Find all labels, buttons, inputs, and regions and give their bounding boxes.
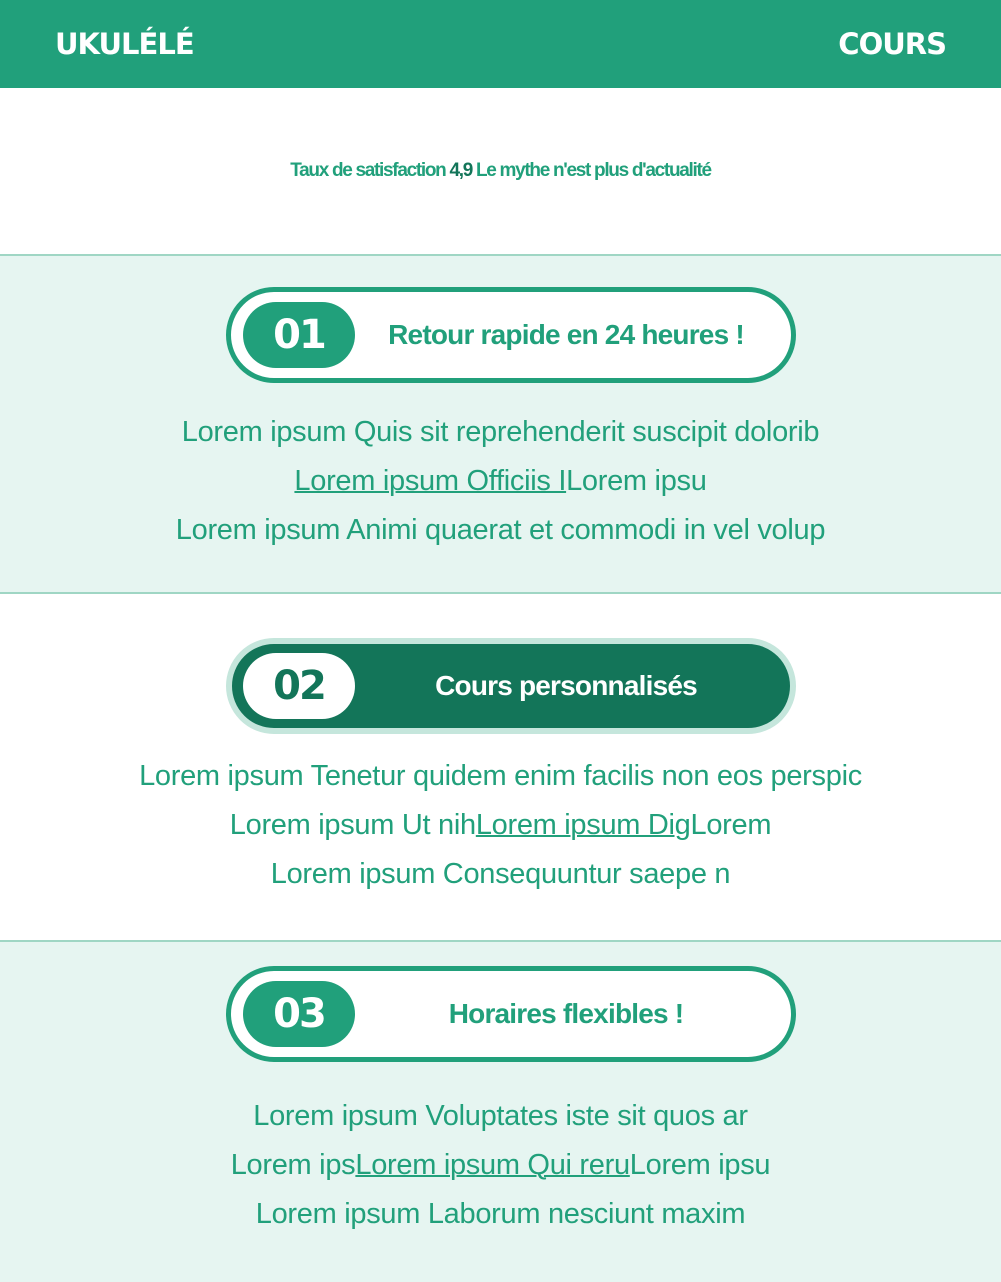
tagline-text: Le mythe n'est plus d'actualité <box>471 160 711 181</box>
text-segment: Lorem ipsu <box>566 465 707 497</box>
text-line: Lorem ipsum Tenetur quidem enim facilis non eos perspic <box>139 760 862 792</box>
feature-pill <box>226 966 796 1062</box>
feature-pill <box>226 638 796 734</box>
feature-number: 03 <box>243 981 355 1047</box>
tagline <box>290 160 711 182</box>
nav-cours[interactable]: COURS <box>838 27 946 61</box>
text-line <box>0 457 1001 506</box>
intro-section <box>0 88 1001 256</box>
brand-logo[interactable]: UKULÉLÉ <box>55 27 194 61</box>
feature-number: 01 <box>243 302 355 368</box>
text-line: Lorem ipsum Quis sit reprehenderit suscipit dolorib <box>181 416 820 448</box>
feature-title: Horaires flexibles ! <box>448 998 684 1029</box>
feature-section-3 <box>0 942 1001 1282</box>
text-segment: Lorem ipsu <box>629 1149 771 1181</box>
feature-text <box>0 752 1001 899</box>
feature-pill <box>226 287 796 383</box>
text-line <box>0 801 1001 850</box>
text-link[interactable]: Lorem ipsum Qui reru <box>355 1149 630 1181</box>
text-link[interactable]: Lorem ipsum Officiis I <box>294 465 567 497</box>
feature-title: Retour rapide en 24 heures ! <box>388 319 744 350</box>
text-segment: Lorem <box>690 809 772 841</box>
text-segment: Lorem ipsum Ut nih <box>229 809 476 841</box>
feature-text <box>0 1092 1001 1239</box>
feature-title: Cours personnalisés <box>435 670 697 701</box>
feature-text <box>0 408 1001 555</box>
rating-value: 4,9 <box>449 160 472 181</box>
tagline-text: Taux de satisfaction <box>290 160 450 181</box>
text-link[interactable]: Lorem ipsum Dig <box>475 809 691 841</box>
text-line: Lorem ipsum Consequuntur saepe n <box>270 858 731 890</box>
feature-section-1 <box>0 256 1001 594</box>
text-line: Lorem ipsum Laborum nesciunt maxim <box>255 1198 746 1230</box>
text-line <box>0 1141 1001 1190</box>
header <box>0 0 1001 88</box>
feature-number: 02 <box>243 653 355 719</box>
text-line: Lorem ipsum Animi quaerat et commodi in vel volup <box>175 514 826 546</box>
text-segment: Lorem ips <box>230 1149 356 1181</box>
text-line: Lorem ipsum Voluptates iste sit quos ar <box>253 1100 748 1132</box>
feature-section-2 <box>0 594 1001 942</box>
